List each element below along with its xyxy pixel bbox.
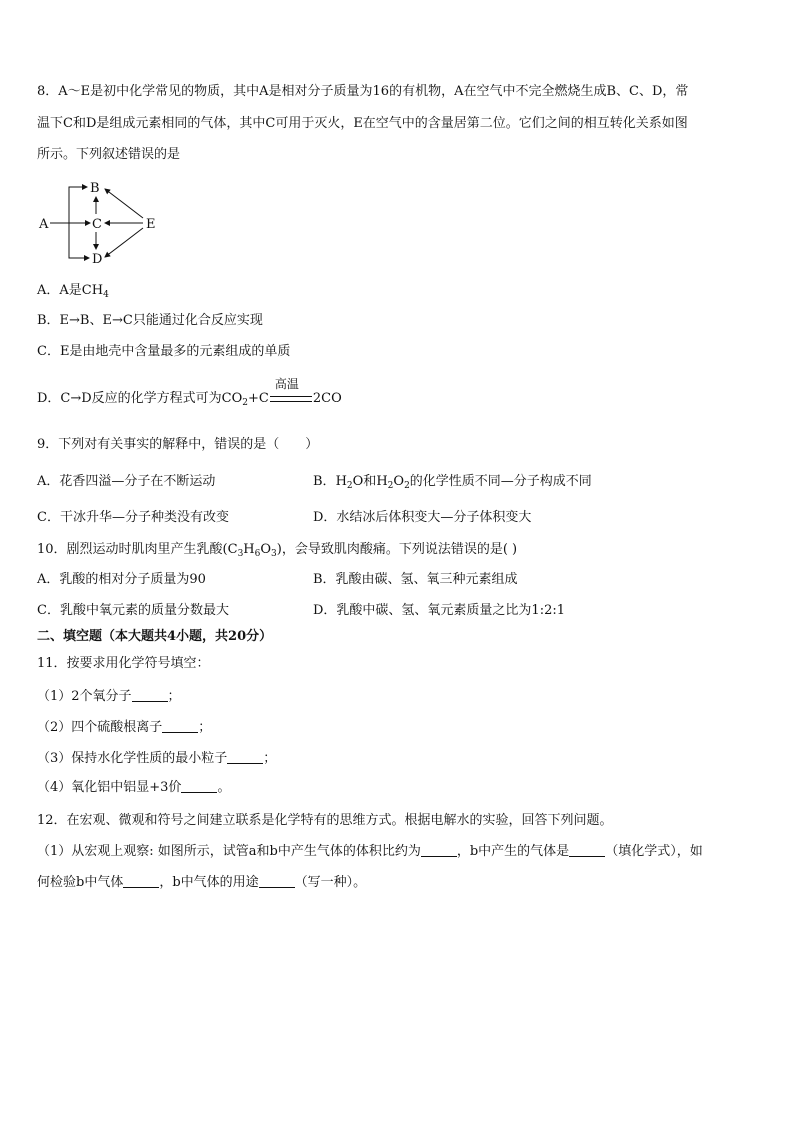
node-a: A bbox=[39, 217, 49, 232]
q8-stem-line3: 所示。下列叙述错误的是 bbox=[37, 147, 181, 162]
q10-option-a: A．乳酸的相对分子质量为90 bbox=[37, 572, 206, 587]
node-e: E bbox=[146, 217, 156, 232]
answer-blank[interactable] bbox=[421, 843, 457, 857]
answer-blank[interactable] bbox=[132, 688, 168, 702]
q9-option-a: A．花香四溢—分子在不断运动 bbox=[37, 474, 216, 489]
q11-item2: （2）四个硫酸根离子 ； bbox=[37, 720, 212, 735]
q9-option-d: D．水结冰后体积变大—分子体积变大 bbox=[313, 510, 532, 525]
q8-stem-line1: 8．A～E是初中化学常见的物质，其中A是相对分子质量为16的有机物，A在空气中不完全燃烧生成B、C、D，常 bbox=[37, 84, 689, 99]
q11-item4: （4）氧化铝中铝显+3价 。 bbox=[37, 780, 231, 795]
q8-option-b: B．E→B、E→C只能通过化合反应实现 bbox=[37, 313, 263, 328]
q8-option-c: C．E是由地壳中含量最多的元素组成的单质 bbox=[37, 344, 291, 359]
q8-option-a: A．A是$CH_4$ bbox=[37, 283, 109, 300]
section-heading: 二、填空题（本大题共4小题，共20分） bbox=[37, 629, 273, 644]
arrow-a-d bbox=[69, 223, 89, 258]
q10-option-c: C．乳酸中氧元素的质量分数最大 bbox=[37, 603, 229, 618]
q11-stem: 11．按要求用化学符号填空： bbox=[37, 656, 210, 671]
q10-stem: 10．剧烈运动时肌肉里产生乳酸$(C_3H_6O_3)$，会导致肌肉酸痛。下列说法错误的是( ) bbox=[37, 542, 518, 559]
answer-blank[interactable] bbox=[162, 719, 198, 733]
q9-stem: 9．下列对有关事实的解释中，错误的是（ ） bbox=[37, 437, 319, 452]
q11-item3: （3）保持水化学性质的最小粒子 ； bbox=[37, 751, 277, 766]
q11-item1: （1）2个氧分子 ； bbox=[37, 689, 181, 704]
arrow-e-d bbox=[105, 228, 143, 257]
q12-part1-line1: （1）从宏观上观察: 如图所示，试管a和b中产生气体的体积比约为 ，b中产生的气体是 （填化学式），如 bbox=[37, 844, 703, 859]
q12-stem: 12．在宏观、微观和符号之间建立联系是化学特有的思维方式。根据电解水的实验，回答下列问题。 bbox=[37, 813, 613, 828]
q8-stem-line2: 温下C和D是组成元素相同的气体，其中C可用于灭火，E在空气中的含量居第二位。它们之间的相互转化关系如图 bbox=[37, 116, 688, 131]
q9-option-c: C．干冰升华—分子种类没有改变 bbox=[37, 510, 229, 525]
answer-blank[interactable] bbox=[569, 843, 605, 857]
q12-part1-line2: 何检验b中气体 ，b中气体的用途 （写一种）。 bbox=[37, 875, 367, 890]
node-c: C bbox=[92, 217, 102, 232]
node-b: B bbox=[90, 181, 100, 196]
q10-option-b: B．乳酸由碳、氢、氧三种元素组成 bbox=[313, 572, 518, 587]
q9-option-b: B．$H_2O$和$H_2O_2$的化学性质不同—分子构成不同 bbox=[313, 474, 592, 491]
answer-blank[interactable] bbox=[123, 874, 159, 888]
arrow-a-b bbox=[69, 187, 87, 223]
answer-blank[interactable] bbox=[259, 874, 295, 888]
reaction-condition: 高温 bbox=[269, 390, 313, 408]
q8-option-d: D．C→D反应的化学方程式可为$CO_2+C$ 高温 2CO bbox=[37, 377, 342, 408]
answer-blank[interactable] bbox=[227, 750, 263, 764]
q10-option-d: D．乳酸中碳、氢、氧元素质量之比为1:2:1 bbox=[313, 603, 565, 618]
node-d: D bbox=[92, 252, 103, 267]
arrow-e-b bbox=[105, 189, 143, 218]
q8-conversion-diagram bbox=[37, 177, 167, 269]
answer-blank[interactable] bbox=[181, 779, 217, 793]
